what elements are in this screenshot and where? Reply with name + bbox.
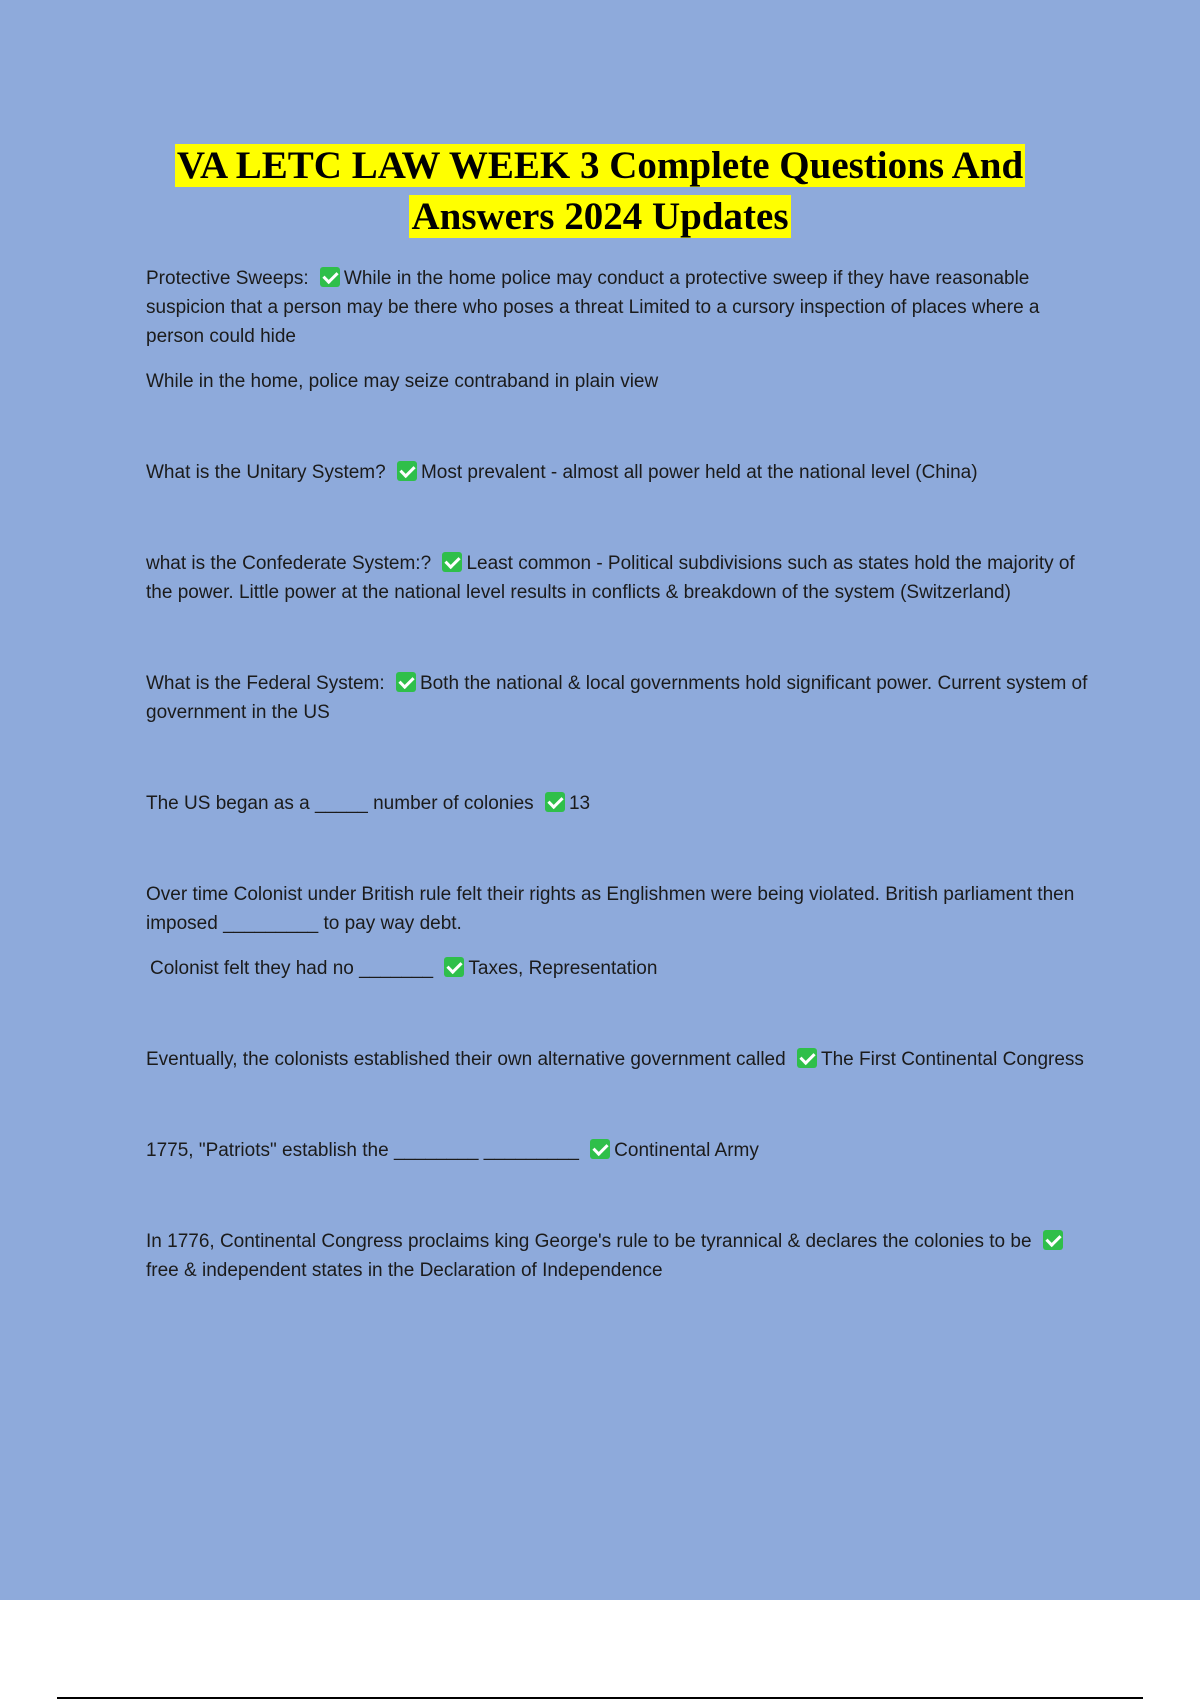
qa-item-unitary [146, 458, 1092, 487]
answer-text: 13 [568, 793, 591, 814]
question-text: what is the Confederate System:? [146, 553, 432, 574]
document-title [100, 140, 1100, 242]
question-text: What is the Federal System: [146, 673, 385, 694]
question-text: In 1776, Continental Congress proclaims king George's rule to be tyrannical & declares the colonies to be [146, 1231, 1032, 1252]
check-mark-icon [396, 672, 416, 692]
check-mark-icon [797, 1048, 817, 1068]
qa-item-federal [146, 669, 1092, 727]
check-mark-icon [590, 1139, 610, 1159]
qa-item-alt-government [146, 1045, 1092, 1074]
answer-text: Least common - Political subdivisions such as states hold the majority of the power. Little power at the national level results in conflicts & breakdown of the system (Switzerland) [146, 553, 1075, 603]
answer-text: Taxes, Representation [468, 958, 658, 979]
question-text: Colonist felt they had no _______ [150, 958, 434, 979]
check-mark-icon [444, 957, 464, 977]
qa-item-british-rule: Over time Colonist under British rule felt their rights as Englishmen were being violated. British parliament then imposed _________ to pay way debt. [146, 884, 1075, 934]
check-mark-icon [545, 792, 565, 812]
qa-item-british-rule-followup [146, 954, 1092, 983]
answer-text: free & independent states in the Declaration of Independence [146, 1260, 663, 1281]
answer-text: While in the home police may conduct a protective sweep if they have reasonable suspicion that a person may be there who poses a threat Limited to a cursory inspection of places where a person could hide [146, 268, 1040, 347]
check-mark-icon [1043, 1230, 1063, 1250]
qa-item-protective-sweeps [146, 264, 1092, 351]
question-text: What is the Unitary System? [146, 462, 386, 483]
qa-item-patriots [146, 1136, 1092, 1165]
qa-item-independence [146, 1227, 1092, 1285]
qa-content [146, 264, 1092, 1285]
footer-divider [57, 1697, 1143, 1699]
check-mark-icon [320, 267, 340, 287]
question-text: Protective Sweeps: [146, 268, 309, 289]
answer-text: Most prevalent - almost all power held at the national level (China) [420, 462, 978, 483]
answer-text: The First Continental Congress [820, 1049, 1084, 1070]
check-mark-icon [442, 552, 462, 572]
qa-item-colonies [146, 789, 1092, 818]
question-text: The US began as a _____ number of colonies [146, 793, 534, 814]
qa-item-confederate [146, 549, 1092, 607]
answer-text: Continental Army [614, 1140, 759, 1161]
qa-item-protective-sweeps-extra: While in the home, police may seize contraband in plain view [146, 371, 659, 392]
question-text: Eventually, the colonists established their own alternative government called [146, 1049, 786, 1070]
question-text: 1775, "Patriots" establish the ________ _________ [146, 1140, 579, 1161]
title-line-1: VA LETC LAW WEEK 3 Complete Questions And [176, 144, 1024, 187]
answer-text: Both the national & local governments hold significant power. Current system of government in the US [146, 673, 1088, 723]
title-line-2: Answers 2024 Updates [411, 195, 789, 238]
check-mark-icon [397, 461, 417, 481]
